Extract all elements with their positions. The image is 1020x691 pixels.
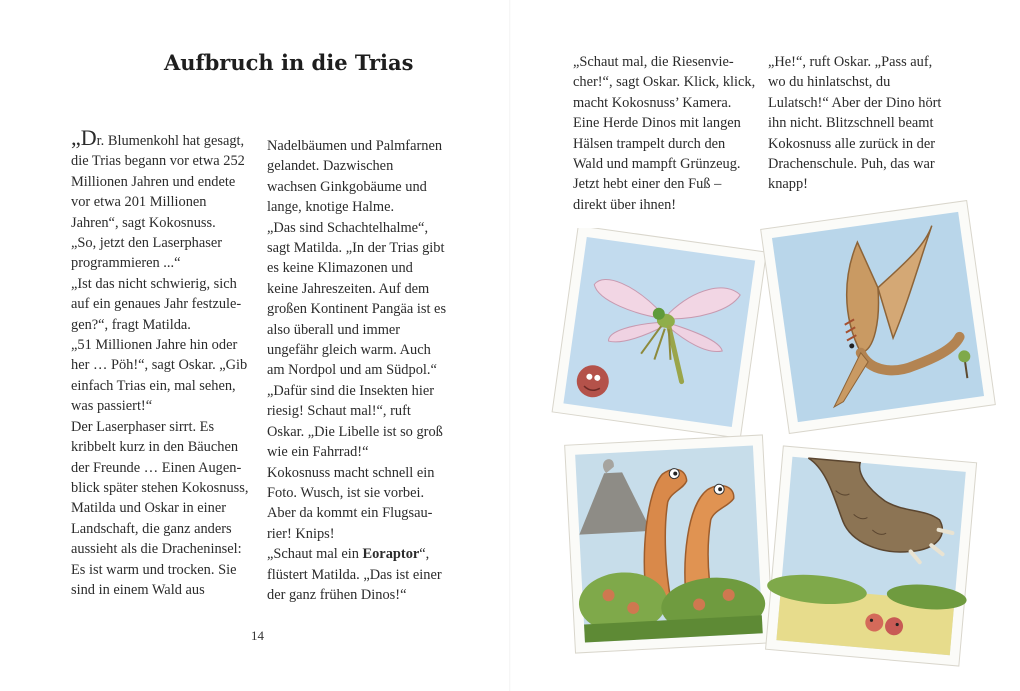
- text-line: programmieren ...“: [71, 255, 181, 272]
- text-line: wie ein Fahrrad!“: [267, 444, 369, 461]
- text-line: „He!“, ruft Oskar. „Pass auf,: [768, 54, 933, 70]
- text-line: sind in einem Wald aus: [71, 581, 205, 598]
- text-line: riesig! Schaut mal!“, ruft: [267, 403, 411, 420]
- dragonfly-photo: [548, 228, 770, 440]
- text-line: gelandet. Dazwischen: [267, 158, 394, 175]
- text-line: kribbelt kurz in den Bäuchen: [71, 439, 239, 456]
- text-line: flüstert Matilda. „Das ist einer: [267, 566, 442, 583]
- text-line: der ganz frühen Dinos!“: [267, 586, 407, 603]
- text-line: wo du hinlatschst, du: [768, 74, 891, 91]
- text-line: Landschaft, die ganz anders: [71, 520, 232, 537]
- left-column-1: [71, 125, 256, 600]
- text-line: Millionen Jahren und endete: [71, 173, 236, 190]
- text-line: Nadelbäumen und Palmfarnen: [267, 138, 443, 154]
- text-line: Der Laserphaser sirrt. Es: [71, 418, 215, 435]
- text-line: „Dafür sind die Insekten hier: [267, 382, 435, 399]
- text-line: also überall und immer: [267, 321, 401, 338]
- page-gutter: [509, 0, 511, 691]
- text-line: Es ist warm und trocken. Sie: [71, 561, 237, 578]
- text-line: „So, jetzt den Laserphaser: [71, 235, 223, 252]
- pterosaur-photo: [758, 200, 998, 434]
- text-line: die Trias begann vor etwa 252: [71, 153, 245, 170]
- text-line: Jetzt hebt einer den Fuß –: [573, 176, 722, 193]
- long-neck-dinos-photo: [560, 430, 778, 660]
- text-line: „51 Millionen Jahre hin oder: [71, 337, 238, 354]
- text-line: „Schaut mal, die Riesenvie-: [573, 54, 734, 70]
- text-line: ungefähr gleich warm. Auch: [267, 342, 431, 359]
- right-column-2: [768, 52, 948, 195]
- text-line: knapp!: [768, 176, 808, 193]
- chapter-title: Aufbruch in die Trias: [164, 50, 414, 75]
- text-line: Aber da kommt ein Flugsau-: [267, 505, 433, 522]
- text-line: rier! Knips!: [267, 525, 335, 542]
- text-line: großen Kontinent Pangäa ist es: [267, 301, 447, 318]
- text-line: sagt Matilda. „In der Trias gibt: [267, 240, 445, 257]
- first-line-rest: r. Blumenkohl hat gesagt,: [96, 133, 245, 149]
- text-line: macht Kokosnuss’ Kamera.: [573, 94, 732, 111]
- dino-foot-photo: [760, 444, 982, 670]
- text-line: auf ein genaues Jahr festzule-: [71, 296, 242, 313]
- text-line: was passiert!“: [71, 398, 153, 415]
- text-line: Lulatsch!“ Aber der Dino hört: [768, 94, 942, 111]
- left-column-2: [267, 136, 457, 605]
- text-line: [267, 544, 457, 564]
- text-line: keine Jahreszeiten. Auf dem: [267, 280, 430, 297]
- text-line: Drachenschule. Puh, das war: [768, 156, 935, 173]
- text-line: cher!“, sagt Oskar. Klick, klick,: [573, 74, 756, 91]
- text-line: Kokosnuss macht schnell ein: [267, 464, 435, 481]
- text-line: lange, knotige Halme.: [267, 199, 395, 216]
- text-line: der Freunde … Einen Augen-: [71, 459, 242, 476]
- text-line: vor etwa 201 Millionen: [71, 194, 207, 211]
- text-line: her … Pöh!“, sagt Oskar. „Gib: [71, 357, 248, 374]
- text-line: Matilda und Oskar in einer: [71, 500, 227, 517]
- text-line: Foto. Wusch, ist sie vorbei.: [267, 484, 425, 501]
- text-line: aussieht als die Dracheninsel:: [71, 541, 242, 558]
- page-number: 14: [251, 628, 264, 643]
- text-line: „Das sind Schachtelhalme“,: [267, 219, 429, 236]
- text-line: Wald und mampft Grünzeug.: [573, 156, 741, 173]
- text-line: [71, 125, 256, 151]
- text-line: am Nordpol und am Südpol.“: [267, 362, 437, 379]
- text-line: Oskar. „Die Libelle ist so groß: [267, 423, 443, 440]
- right-column-1: [573, 52, 763, 215]
- text-line: Kokosnuss alle zurück in der: [768, 135, 936, 152]
- text-line: wachsen Ginkgobäume und: [267, 178, 427, 195]
- text-line: Eine Herde Dinos mit langen: [573, 115, 741, 132]
- text-line: es keine Klimazonen und: [267, 260, 413, 277]
- bold-term: Eoraptor: [362, 546, 420, 563]
- text-line: gen?“, fragt Matilda.: [71, 316, 191, 333]
- text-line: ihn nicht. Blitzschnell beamt: [768, 115, 934, 132]
- line-prefix: „Schaut mal ein: [267, 546, 363, 563]
- line-suffix: “,: [419, 546, 430, 563]
- text-line: direkt über ihnen!: [573, 196, 677, 213]
- text-line: „Ist das nicht schwierig, sich: [71, 275, 237, 292]
- text-line: einfach Trias ein, mal sehen,: [71, 377, 236, 394]
- text-line: blick später stehen Kokosnuss,: [71, 479, 249, 496]
- text-line: Jahren“, sagt Kokosnuss.: [71, 214, 216, 231]
- dropcap: „D: [71, 125, 97, 150]
- text-line: Hälsen trampelt durch den: [573, 135, 726, 152]
